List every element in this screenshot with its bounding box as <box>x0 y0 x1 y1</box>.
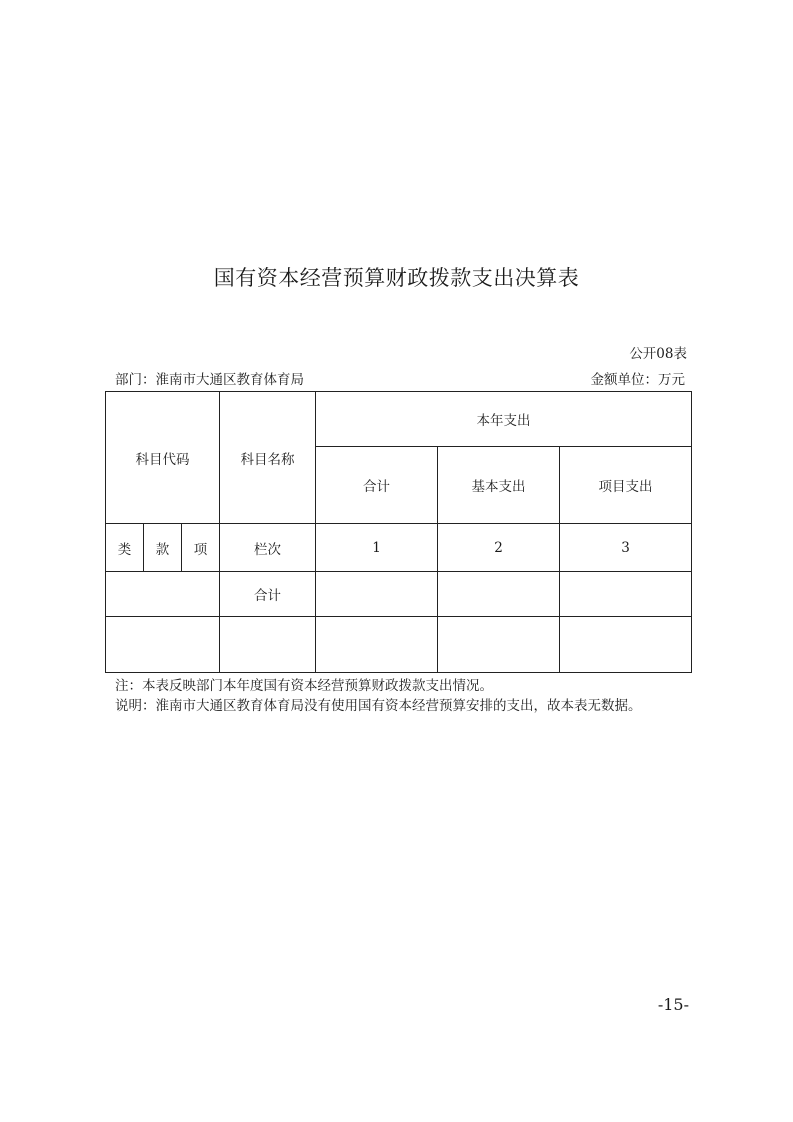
xiang-cell: 项 <box>182 524 220 572</box>
header-row-1 <box>106 392 692 447</box>
notes-block <box>115 676 642 716</box>
form-number: 公开08表 <box>629 346 687 362</box>
empty-total-cell <box>316 617 438 673</box>
column-label-cell: 栏次 <box>220 524 316 572</box>
total-row-total-cell <box>316 572 438 617</box>
department-label: 部门：淮南市大通区教育体育局 <box>115 372 304 388</box>
table-note: 注：本表反映部门本年度国有资本经营预算财政拨款支出情况。 <box>115 678 493 694</box>
expenditure-table <box>105 391 692 673</box>
column-3-index: 3 <box>560 524 692 572</box>
empty-data-row <box>106 617 692 673</box>
empty-name-cell <box>220 617 316 673</box>
lei-cell: 类 <box>106 524 144 572</box>
total-row-basic-cell <box>438 572 560 617</box>
basic-expenditure-header: 基本支出 <box>438 447 560 524</box>
index-row <box>106 524 692 572</box>
page-title: 国有资本经营预算财政拨款支出决算表 <box>213 266 580 290</box>
table-explanation: 说明：淮南市大通区教育体育局没有使用国有资本经营预算安排的支出，故本表无数据。 <box>115 698 642 714</box>
empty-code-cell <box>106 617 220 673</box>
total-row-code-cell <box>106 572 220 617</box>
kuan-cell: 款 <box>144 524 182 572</box>
current-year-expenditure-header: 本年支出 <box>316 392 692 447</box>
total-row-label: 合计 <box>220 572 316 617</box>
subject-code-header: 科目代码 <box>106 392 220 524</box>
total-row <box>106 572 692 617</box>
amount-unit-label: 金额单位：万元 <box>590 372 685 388</box>
total-row-project-cell <box>560 572 692 617</box>
project-expenditure-header: 项目支出 <box>560 447 692 524</box>
column-1-index: 1 <box>316 524 438 572</box>
empty-project-cell <box>560 617 692 673</box>
column-2-index: 2 <box>438 524 560 572</box>
total-header: 合计 <box>316 447 438 524</box>
page-number: -15- <box>657 995 689 1014</box>
empty-basic-cell <box>438 617 560 673</box>
subject-name-header: 科目名称 <box>220 392 316 524</box>
